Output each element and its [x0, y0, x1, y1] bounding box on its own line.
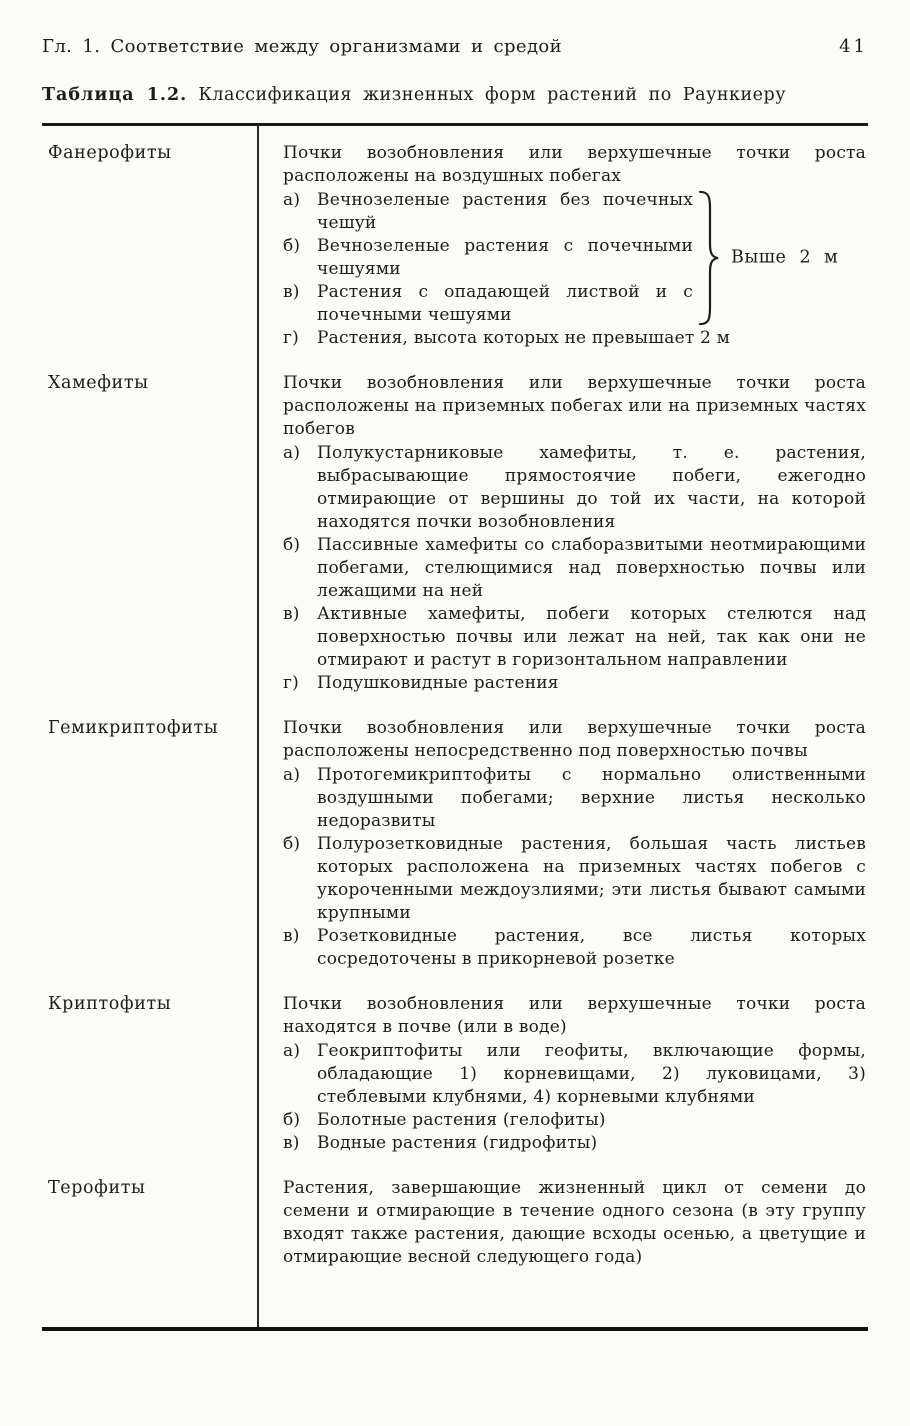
- table-caption-text: Классификация жизненных форм растений по Раункиеру: [198, 85, 786, 105]
- term-therophytes: Терофиты: [48, 1178, 146, 1198]
- list-item: [283, 1040, 866, 1109]
- term-phanerophytes: Фанерофиты: [48, 143, 172, 163]
- running-head: [42, 36, 868, 57]
- item-marker: г): [283, 328, 299, 348]
- row-intro: Почки возобновления или верхушечные точки роста расположены на приземных побегах или на приземных частях побегов: [283, 373, 866, 439]
- table-row: [42, 717, 868, 971]
- list-item: [283, 672, 866, 695]
- page-number: 41: [839, 36, 868, 57]
- list-item: [283, 534, 866, 603]
- item-marker: в): [283, 604, 300, 624]
- item-marker: б): [283, 1110, 301, 1130]
- table-caption: [42, 85, 868, 105]
- item-text: Водные растения (гидрофиты): [317, 1133, 598, 1153]
- brace-annotation: Выше 2 м: [731, 247, 839, 268]
- definition-cell: [257, 717, 868, 971]
- row-intro: Почки возобновления или верхушечные точки роста находятся в почве (или в воде): [283, 994, 866, 1037]
- item-text: Растения с опадающей листвой и с почечными чешуями: [317, 282, 693, 325]
- table-caption-label: Таблица 1.2.: [42, 85, 188, 105]
- term-chamaephytes: Хамефиты: [48, 373, 149, 393]
- list-item: [283, 833, 866, 925]
- term-hemicryptophytes: Гемикриптофиты: [48, 718, 219, 738]
- item-marker: в): [283, 282, 300, 302]
- list-item: [283, 281, 693, 327]
- item-text: Протогемикриптофиты с нормально олиственными воздушными побегами; верхние листья несколько недоразвиты: [317, 765, 866, 831]
- table-row: [42, 993, 868, 1155]
- chapter-title: Гл. 1. Соответствие между организмами и средой: [42, 36, 563, 57]
- row-intro: Почки возобновления или верхушечные точки роста расположены на воздушных побегах: [283, 143, 866, 186]
- item-text: Полукустарниковые хамефиты, т. е. растения, выбрасывающие прямостоячие побеги, ежегодно отмирающие от вершины до той их части, на которой находятся почки возобновления: [317, 443, 866, 532]
- life-forms-table: [42, 123, 868, 1331]
- item-marker: б): [283, 834, 301, 854]
- definition-cell: [257, 1177, 868, 1270]
- list-item: [283, 1109, 866, 1132]
- item-marker: а): [283, 443, 301, 463]
- list-item: [283, 603, 866, 672]
- item-marker: в): [283, 1133, 300, 1153]
- table-row: [42, 1177, 868, 1270]
- item-marker: в): [283, 926, 300, 946]
- list-item: [283, 764, 866, 833]
- item-text: Вечнозеленые растения без почечных чешуй: [317, 190, 693, 233]
- list-item: [283, 235, 693, 281]
- definition-cell: [257, 142, 868, 350]
- braced-item-group: [283, 189, 866, 327]
- item-marker: а): [283, 765, 301, 785]
- item-marker: б): [283, 535, 301, 555]
- column-divider-rule: [257, 126, 259, 1327]
- definition-cell: [257, 993, 868, 1155]
- list-item: [283, 327, 866, 350]
- item-text: Подушковидные растения: [317, 673, 559, 693]
- list-item: [283, 1132, 866, 1155]
- item-text: Розетковидные растения, все листья которых сосредоточены в прикорневой розетке: [317, 926, 866, 969]
- table-row: [42, 372, 868, 695]
- item-text: Вечнозеленые растения с почечными чешуями: [317, 236, 693, 279]
- right-brace-icon: [697, 190, 719, 326]
- list-item: [283, 925, 866, 971]
- list-item: [283, 189, 693, 235]
- row-intro: Растения, завершающие жизненный цикл от семени до семени и отмирающие в течение одного сезона (в эту группу входят также растения, дающие всходы осенью, а цветущие и отмирающие весной следующего года): [283, 1178, 866, 1267]
- item-marker: а): [283, 190, 301, 210]
- braced-items: [283, 189, 693, 327]
- item-text: Болотные растения (гелофиты): [317, 1110, 606, 1130]
- definition-cell: [257, 372, 868, 695]
- item-marker: б): [283, 236, 301, 256]
- item-text: Геокриптофиты или геофиты, включающие формы, обладающие 1) корневищами, 2) луковицами, 3) стеблевыми клубнями, 4) корневыми клубнями: [317, 1041, 866, 1107]
- item-text: Полурозетковидные растения, большая часть листьев которых расположена на приземных частях побегов с укороченными междоузлиями; эти листья бывают самыми крупными: [317, 834, 866, 923]
- table-row: [42, 142, 868, 350]
- item-marker: а): [283, 1041, 301, 1061]
- item-text: Растения, высота которых не превышает 2 м: [317, 328, 731, 348]
- list-item: [283, 442, 866, 534]
- item-text: Пассивные хамефиты со слаборазвитыми неотмирающими побегами, стелющимися над поверхностью почвы или лежащими на ней: [317, 535, 866, 601]
- item-text: Активные хамефиты, побеги которых стелются над поверхностью почвы или лежат на ней, так как они не отмирают и растут в горизонтальном направлении: [317, 604, 866, 670]
- item-marker: г): [283, 673, 299, 693]
- row-intro: Почки возобновления или верхушечные точки роста расположены непосредственно под поверхностью почвы: [283, 718, 866, 761]
- term-cryptophytes: Криптофиты: [48, 994, 172, 1014]
